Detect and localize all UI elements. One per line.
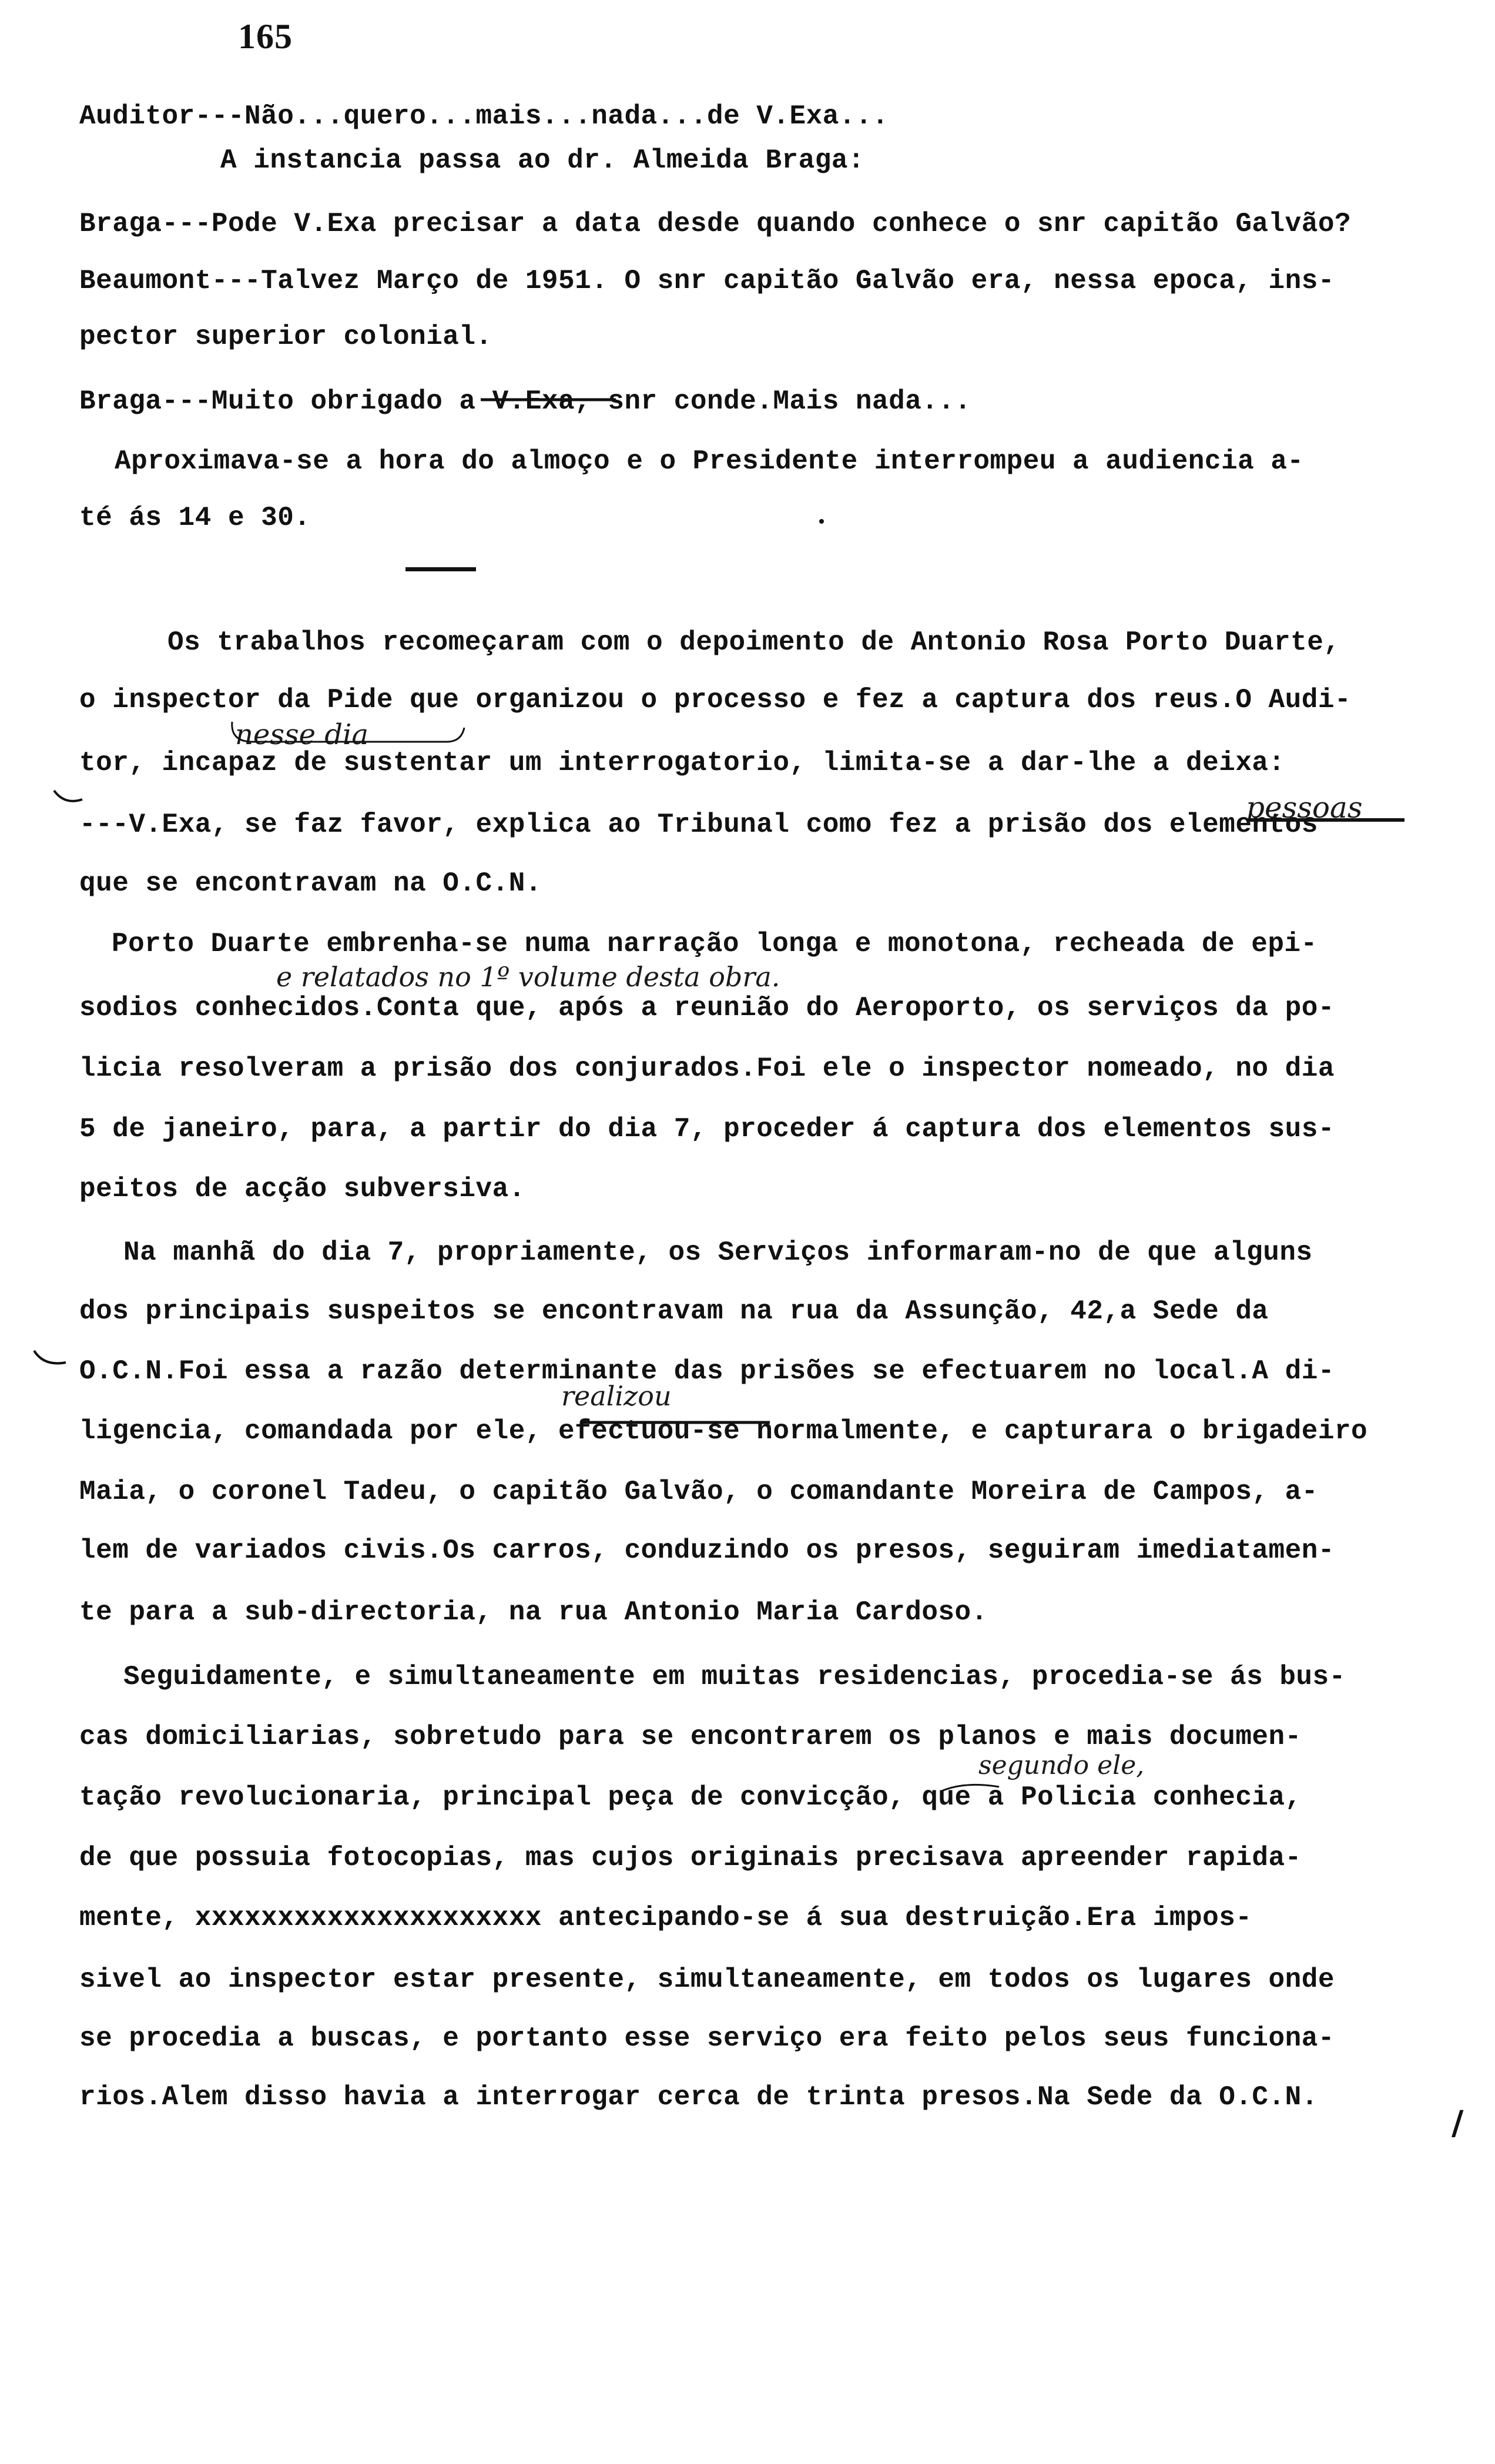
handwritten-note: nesse dia xyxy=(235,718,368,751)
margin-tick-mark xyxy=(54,791,82,801)
margin-slash-mark: / xyxy=(1452,2104,1464,2142)
text-line: O.C.N.Foi essa a razão determinante das prisões se efectuarem no local.A di- xyxy=(79,1356,1335,1387)
text-line: ligencia, comandada por ele, efectuou-se normalmente, e capturara o brigadeiro xyxy=(79,1416,1368,1447)
text-line: sivel ao inspector estar presente, simultaneamente, em todos os lugares onde xyxy=(79,1964,1335,1995)
text-line: Seguidamente, e simultaneamente em muitas residencias, procedia-se ás bus- xyxy=(123,1662,1346,1692)
text-line: que se encontravam na O.C.N. xyxy=(79,868,542,899)
handwritten-note: realizou xyxy=(561,1380,672,1412)
handwritten-note: e relatados no 1º volume desta obra. xyxy=(276,961,780,993)
text-line: de que possuia fotocopias, mas cujos originais precisava apreender rapida- xyxy=(79,1843,1302,1873)
section-divider xyxy=(405,567,476,571)
text-line: té ás 14 e 30. xyxy=(79,503,311,533)
ink-dot xyxy=(819,519,824,524)
page-number: 165 xyxy=(238,17,293,56)
text-line: se procedia a buscas, e portanto esse serviço era feito pelos seus funciona- xyxy=(79,2023,1335,2054)
text-line: rios.Alem disso havia a interrogar cerca de trinta presos.Na Sede da O.C.N. xyxy=(79,2082,1318,2113)
text-line: cas domiciliarias, sobretudo para se encontrarem os planos e mais documen- xyxy=(79,1722,1302,1752)
text-line: tação revolucionaria, principal peça de convicção, que a Policia conhecia, xyxy=(79,1782,1302,1813)
text-line: Beaumont---Talvez Março de 1951. O snr capitão Galvão era, nessa epoca, ins- xyxy=(79,266,1335,296)
text-line: ---V.Exa, se faz favor, explica ao Tribunal como fez a prisão dos elementos xyxy=(79,809,1318,840)
text-line: mente, xxxxxxxxxxxxxxxxxxxxx antecipando-se á sua destruição.Era impos- xyxy=(79,1903,1252,1933)
text-line: pector superior colonial. xyxy=(79,322,492,352)
text-line: peitos de acção subversiva. xyxy=(79,1174,525,1204)
text-line: Braga---Muito obrigado a V.Exa, snr conde.Mais nada... xyxy=(79,386,971,417)
handwritten-note: pessoas xyxy=(1246,791,1363,825)
text-line: o inspector da Pide que organizou o processo e fez a captura dos reus.O Audi- xyxy=(79,685,1352,715)
text-line: A instancia passa ao dr. Almeida Braga: xyxy=(220,145,865,176)
text-line: Braga---Pode V.Exa precisar a data desde quando conhece o snr capitão Galvão? xyxy=(79,209,1352,239)
text-line: Auditor---Não...quero...mais...nada...de V.Exa... xyxy=(79,101,889,132)
text-line: lem de variados civis.Os carros, conduzindo os presos, seguiram imediatamen- xyxy=(79,1535,1335,1566)
text-line: Aproximava-se a hora do almoço e o Presidente interrompeu a audiencia a- xyxy=(115,446,1304,477)
text-line: Porto Duarte embrenha-se numa narração longa e monotona, recheada de epi- xyxy=(112,929,1318,959)
text-line: dos principais suspeitos se encontravam na rua da Assunção, 42,a Sede da xyxy=(79,1296,1269,1327)
text-line: Os trabalhos recomeçaram com o depoimento de Antonio Rosa Porto Duarte, xyxy=(167,627,1340,658)
handwritten-note: segundo ele, xyxy=(978,1750,1145,1780)
text-line: licia resolveram a prisão dos conjurados.Foi ele o inspector nomeado, no dia xyxy=(79,1053,1335,1084)
margin-tick-mark xyxy=(34,1351,66,1363)
text-line: te para a sub-directoria, na rua Antonio Maria Cardoso. xyxy=(79,1597,988,1628)
text-line: sodios conhecidos.Conta que, após a reunião do Aeroporto, os serviços da po- xyxy=(79,993,1335,1023)
text-line: 5 de janeiro, para, a partir do dia 7, proceder á captura dos elementos sus- xyxy=(79,1114,1335,1144)
text-line: Na manhã do dia 7, propriamente, os Serviços informaram-no de que alguns xyxy=(123,1237,1313,1268)
text-line: tor, incapaz de sustentar um interrogatorio, limita-se a dar-lhe a deixa: xyxy=(79,748,1285,778)
text-line: Maia, o coronel Tadeu, o capitão Galvão, o comandante Moreira de Campos, a- xyxy=(79,1477,1318,1507)
